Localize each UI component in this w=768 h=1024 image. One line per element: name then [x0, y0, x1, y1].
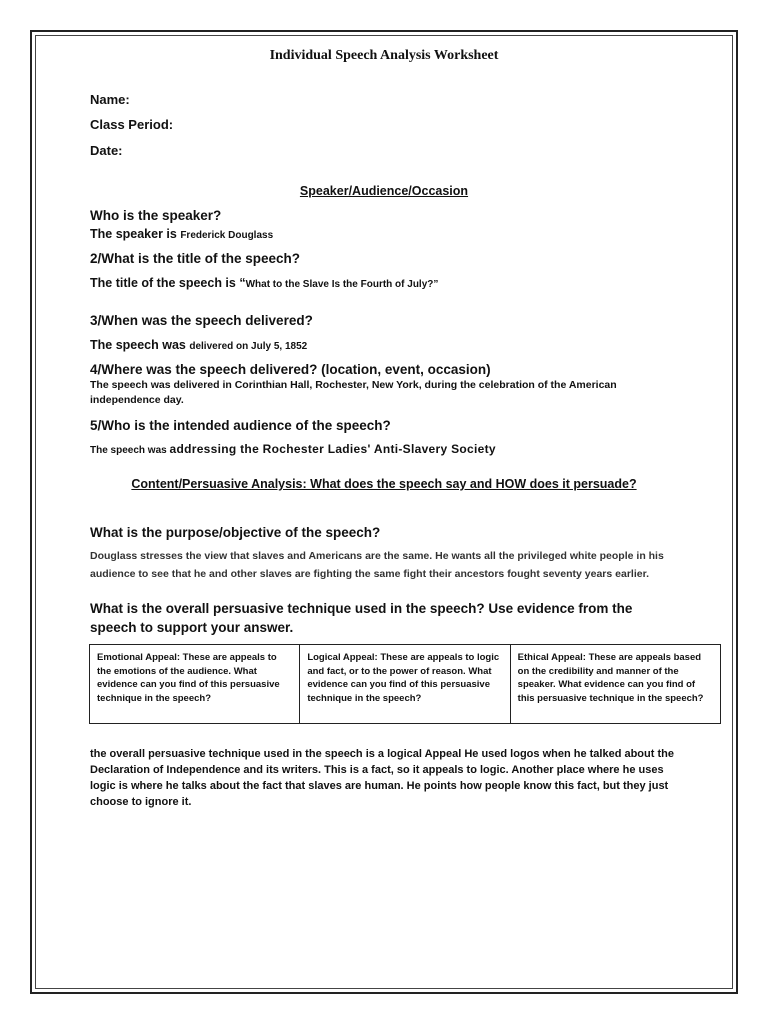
page-border-inner [35, 35, 733, 989]
ethical-appeal-cell: Ethical Appeal: These are appeals based on the credibility and manner of the speaker. What evidence can you find of this persuasive technique in the speech? [517, 652, 704, 704]
date-label: Date: [90, 143, 123, 158]
content-persuasive-heading: Content/Persuasive Analysis: What does the speech say and HOW does it persuade? [131, 477, 637, 491]
audience-answer-value: addressing the Rochester Ladies' Anti-Slavery Society [169, 442, 496, 456]
date-answer [90, 338, 307, 352]
speaker-answer-prefix: The speaker is [90, 227, 181, 241]
date-question: 3/When was the speech delivered? [90, 313, 313, 328]
speaker-answer [90, 227, 273, 241]
title-answer [90, 276, 438, 290]
location-question: 4/Where was the speech delivered? (location, event, occasion) [90, 362, 491, 377]
appeals-table [89, 644, 721, 724]
title-answer-prefix: The title of the speech is “ [90, 276, 246, 290]
technique-answer: the overall persuasive technique used in the speech is a logical Appeal He used logos when he talked about the Declaration of Independence and its writers. This is a fact, so it appeals to logic. Another place where he uses logic is where he talks about the fact that slaves are human. He points how people know this fact, but they just choose to ignore it. [90, 748, 674, 808]
technique-question: What is the overall persuasive technique used in the speech? Use evidence from the speech to support your answer. [90, 601, 633, 635]
date-answer-value: delivered on July 5, 1852 [189, 341, 308, 352]
emotional-appeal-cell: Emotional Appeal: These are appeals to the emotions of the audience. What evidence can you find of this persuasive technique in the speech? [90, 645, 300, 723]
purpose-question: What is the purpose/objective of the speech? [90, 525, 381, 540]
name-label: Name: [90, 92, 130, 107]
location-answer: The speech was delivered in Corinthian Hall, Rochester, New York, during the celebration of the American independence day. [90, 379, 617, 406]
audience-question: 5/Who is the intended audience of the speech? [90, 418, 391, 433]
title-question: 2/What is the title of the speech? [90, 251, 301, 266]
date-answer-prefix: The speech was [90, 338, 190, 352]
title-answer-value: What to the Slave Is the Fourth of July?” [245, 279, 439, 290]
class-period-label: Class Period: [90, 117, 174, 132]
worksheet-title: Individual Speech Analysis Worksheet [269, 48, 499, 63]
speaker-audience-occasion-heading: Speaker/Audience/Occasion [299, 184, 469, 198]
purpose-answer: Douglass stresses the view that slaves and Americans are the same. He wants all the privileged white people in his audience to see that he and other slaves are fighting the same fight their ancestors fought seventy years earlier. [90, 550, 664, 580]
logical-appeal-cell: Logical Appeal: These are appeals to logic and fact, or to the power of reason. What evidence can you find of this persuasive technique in the speech? [300, 645, 510, 723]
speaker-answer-value: Frederick Douglass [180, 230, 274, 241]
speaker-question: Who is the speaker? [90, 208, 222, 223]
audience-answer [90, 442, 496, 456]
audience-answer-prefix: The speech was [90, 445, 170, 456]
